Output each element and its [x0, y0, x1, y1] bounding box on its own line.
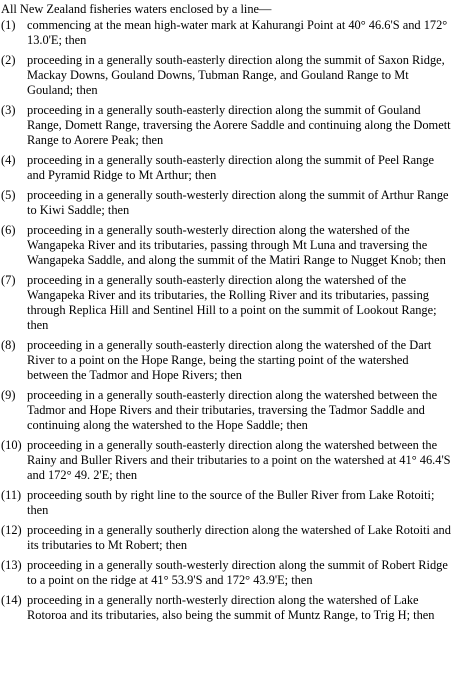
- clause-text: proceeding in a generally north-westerly direction along the watershed of Lake Rotoroa and its tributaries, also being the summit of Muntz Range, to Trig H; then: [27, 593, 435, 622]
- clause-text: proceeding in a generally south-easterly direction along the summit of Gouland Range, Domett Range, traversing the Aorere Saddle and continuing along the Domett Range to Aorere Peak; then: [27, 103, 451, 147]
- clause-item: [1, 103, 453, 148]
- clause-text: proceeding in a generally south-easterly direction along the watershed of the Dart River to a point on the Hope Range, being the starting point of the watershed between the Tadmor and Hope Rivers; then: [27, 338, 432, 382]
- clause-item: [1, 223, 453, 268]
- clause-number: (2): [1, 53, 16, 67]
- clause-number: (14): [1, 593, 22, 607]
- clause-item: [1, 153, 453, 183]
- clause-item: [1, 18, 453, 48]
- clause-item: [1, 593, 453, 623]
- clause-item: [1, 558, 453, 588]
- clause-item: [1, 523, 453, 553]
- clause-number: (6): [1, 223, 16, 237]
- clause-item: [1, 488, 453, 518]
- clause-text: proceeding in a generally south-westerly direction along the summit of Robert Ridge to a point on the ridge at 41° 53.9'S and 172° 43.9'E; then: [27, 558, 448, 587]
- clause-text: proceeding in a generally south-easterly direction along the summit of Peel Range and Pyramid Ridge to Mt Arthur; then: [27, 153, 435, 182]
- clause-number: (13): [1, 558, 22, 572]
- clause-text: commencing at the mean high-water mark at Kahurangi Point at 40° 46.6'S and 172° 13.0'E; then: [27, 18, 448, 47]
- clause-text: proceeding in a generally south-easterly direction along the watershed between the Rainy and Buller Rivers and their tributaries to a point on the watershed at 41° 46.4'S and 172° 49. 2'E; then: [27, 438, 451, 482]
- clause-text: proceeding in a generally south-easterly direction along the watershed between the Tadmor and Hope Rivers and their tributaries, traversing the Tadmor Saddle and continuing along the watershed to the Hope Saddle; then: [27, 388, 438, 432]
- clause-number: (9): [1, 388, 16, 402]
- clause-item: [1, 53, 453, 98]
- clause-item: [1, 188, 453, 218]
- clause-number: (4): [1, 153, 16, 167]
- clause-number: (1): [1, 18, 16, 32]
- clause-number: (12): [1, 523, 22, 537]
- clause-item: [1, 338, 453, 383]
- clause-text: proceeding in a generally southerly direction along the watershed of Lake Rotoiti and its tributaries to Mt Robert; then: [27, 523, 451, 552]
- clause-text: proceeding in a generally south-easterly direction along the summit of Saxon Ridge, Mackay Downs, Gouland Downs, Tubman Range, and Gouland Range to Mt Gouland; then: [27, 53, 445, 97]
- clause-text: proceeding in a generally south-westerly direction along the summit of Arthur Range to Kiwi Saddle; then: [27, 188, 449, 217]
- clause-text: proceeding south by right line to the source of the Buller River from Lake Rotoiti; then: [27, 488, 435, 517]
- clause-number: (7): [1, 273, 16, 287]
- intro-text: All New Zealand fisheries waters enclosed by a line—: [1, 2, 272, 16]
- clause-item: [1, 273, 453, 333]
- clause-number: (10): [1, 438, 22, 452]
- clause-text: proceeding in a generally south-westerly direction along the watershed of the Wangapeka River and its tributaries, passing through Mt Luna and traversing the Wangapeka Saddle, and along the summit of the Matiri Range to Nugget Knob; then: [27, 223, 446, 267]
- clause-number: (3): [1, 103, 16, 117]
- clause-item: [1, 438, 453, 483]
- clause-list: [1, 18, 453, 623]
- clause-text: proceeding in a generally south-easterly direction along the watershed of the Wangapeka River and its tributaries, the Rolling River and its tributaries, passing through Replica Hill and Sentinel Hill to a point on the summit of Lookout Range; then: [27, 273, 437, 332]
- clause-number: (8): [1, 338, 16, 352]
- clause-number: (11): [1, 488, 22, 502]
- clause-item: [1, 388, 453, 433]
- clause-number: (5): [1, 188, 16, 202]
